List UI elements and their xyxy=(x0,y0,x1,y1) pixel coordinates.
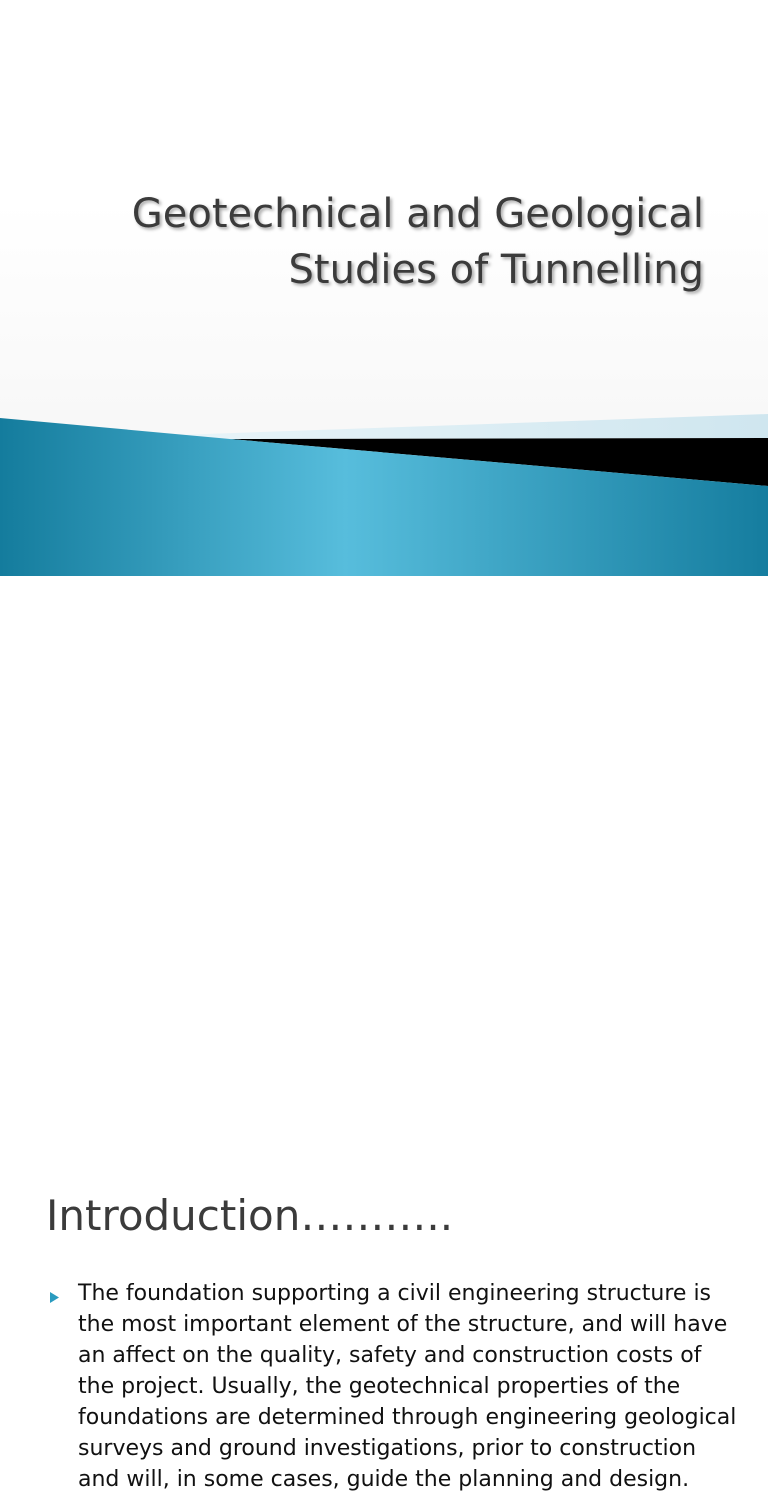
intro-slide xyxy=(0,576,768,1492)
title-slide xyxy=(0,0,768,576)
pale-stripe xyxy=(150,414,768,439)
bullet-text: The foundation supporting a civil engineering structure is the most important element of the structure, and will have an affect on the quality, safety and construction costs of the project. Usually, the geotechnical properties of the foundations are determined through engineering geological surveys and ground investigations, prior to construction and will, in some cases, guide the planning and design. xyxy=(78,1281,737,1492)
triangle-right-icon xyxy=(50,1278,78,1307)
decorative-band xyxy=(0,400,768,576)
bullet-item xyxy=(50,1278,740,1495)
intro-heading: Introduction……….. xyxy=(46,1191,454,1240)
slide-title: Geotechnical and Geological Studies of Tunnelling xyxy=(131,191,704,293)
bullet-list xyxy=(50,1278,740,1495)
